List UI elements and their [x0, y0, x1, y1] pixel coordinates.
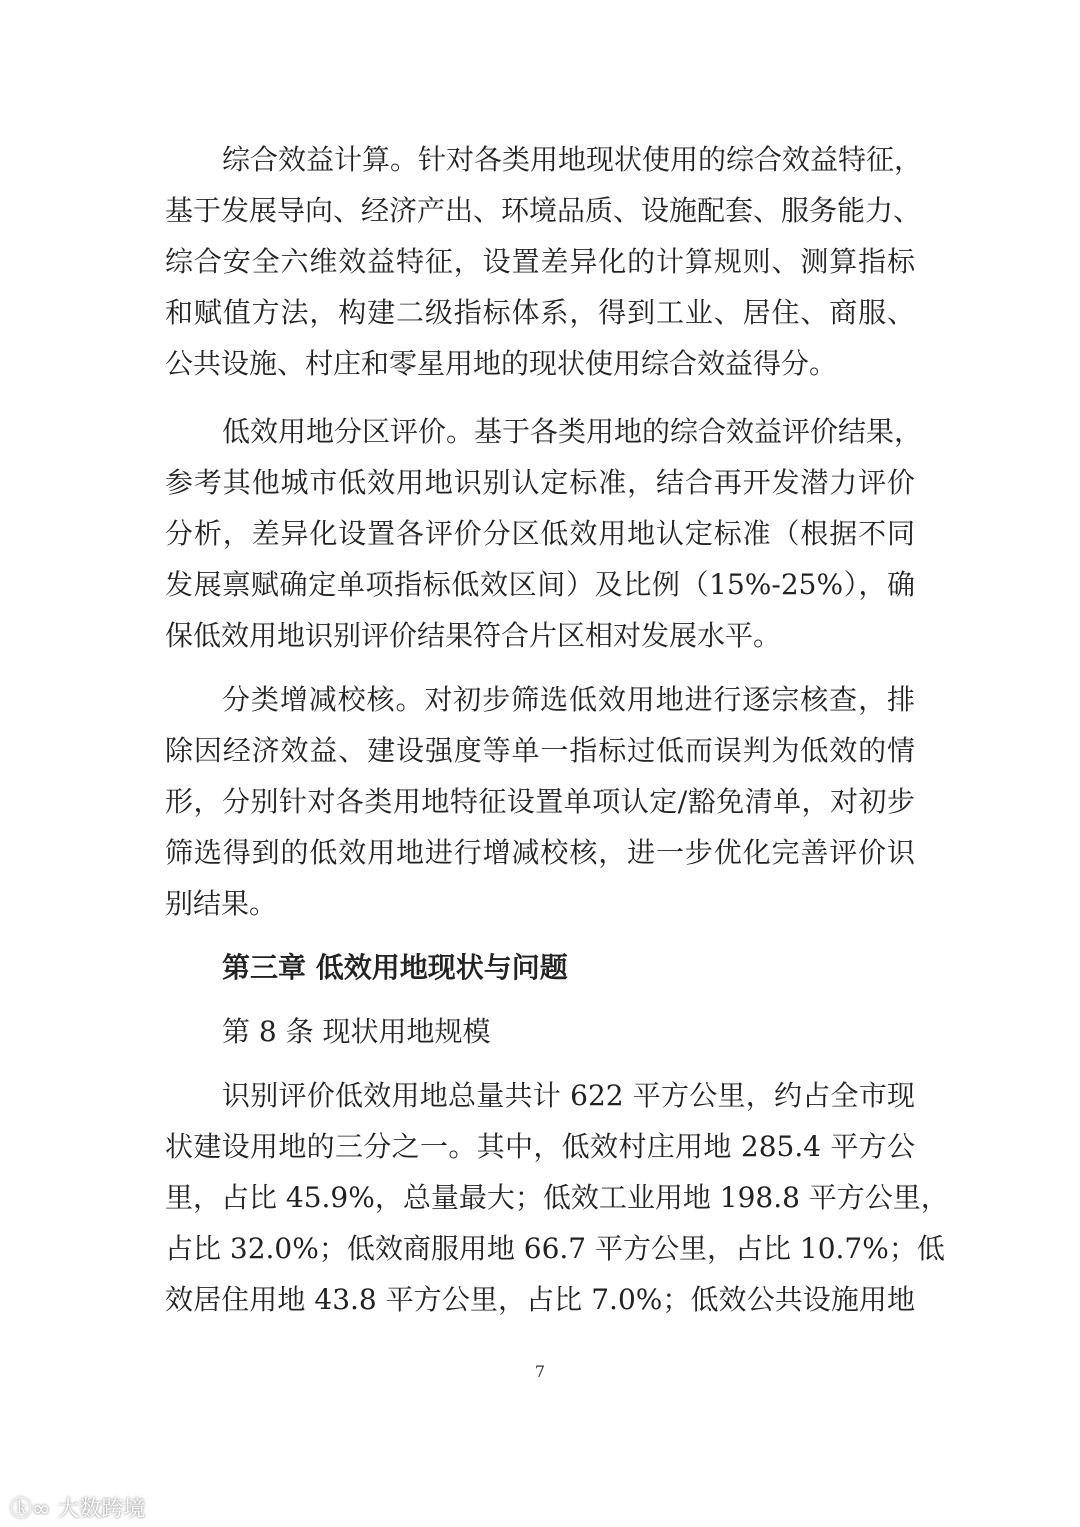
paragraph-line: 和赋值方法，构建二级指标体系，得到工业、居住、商服、 [165, 296, 915, 329]
paragraph-line: 保低效用地识别评价结果符合片区相对发展水平。 [165, 619, 782, 652]
paragraph-line: 分类增减校核。对初步筛选低效用地进行逐宗核查，排 [222, 683, 915, 716]
paragraph-line: 分析，差异化设置各评价分区低效用地认定标准（根据不同 [165, 517, 915, 550]
page-number: 7 [534, 1362, 546, 1381]
paragraph-line: 公共设施、村庄和零星用地的现状使用综合效益得分。 [165, 347, 838, 380]
paragraph-line: 效居住用地 43.8 平方公里，占比 7.0%；低效公共设施用地 [165, 1283, 915, 1316]
article-heading: 第 8 条 现状用地规模 [222, 1015, 491, 1048]
paragraph-line: 筛选得到的低效用地进行增减校核，进一步优化完善评价识 [165, 836, 915, 869]
paragraph-line: 形，分别针对各类用地特征设置单项认定/豁免清单，对初步 [165, 785, 915, 818]
paragraph-line: 综合安全六维效益特征，设置差异化的计算规则、测算指标 [165, 245, 915, 278]
paragraph-line: 低效用地分区评价。基于各类用地的综合效益评价结果， [222, 415, 923, 448]
paragraph-line: 发展禀赋确定单项指标低效区间）及比例（15%-25%），确 [165, 568, 915, 601]
paragraph-line: 别结果。 [165, 887, 278, 920]
paragraph-line: 参考其他城市低效用地识别认定标准，结合再开发潜力评价 [165, 466, 915, 499]
paragraph-line: 里，占比 45.9%，总量最大；低效工业用地 198.8 平方公里， [165, 1181, 949, 1214]
paragraph-line: 综合效益计算。针对各类用地现状使用的综合效益特征， [222, 143, 923, 176]
watermark-text: 大数跨境 [57, 1497, 146, 1522]
chapter-heading: 第三章 低效用地现状与问题 [222, 951, 568, 984]
paragraph-line: 状建设用地的三分之一。其中，低效村庄用地 285.4 平方公 [165, 1130, 915, 1163]
paragraph-line: 识别评价低效用地总量共计 622 平方公里，约占全市现 [222, 1079, 915, 1112]
paragraph-line: 占比 32.0%；低效商服用地 66.7 平方公里，占比 10.7%；低 [165, 1232, 945, 1265]
paragraph-line: 基于发展导向、经济产出、环境品质、设施配套、服务能力、 [165, 194, 922, 227]
watermark-logo: ⓚ∞ 大数跨境 [10, 1497, 146, 1522]
paragraph-line: 除因经济效益、建设强度等单一指标过低而误判为低效的情 [165, 734, 915, 767]
